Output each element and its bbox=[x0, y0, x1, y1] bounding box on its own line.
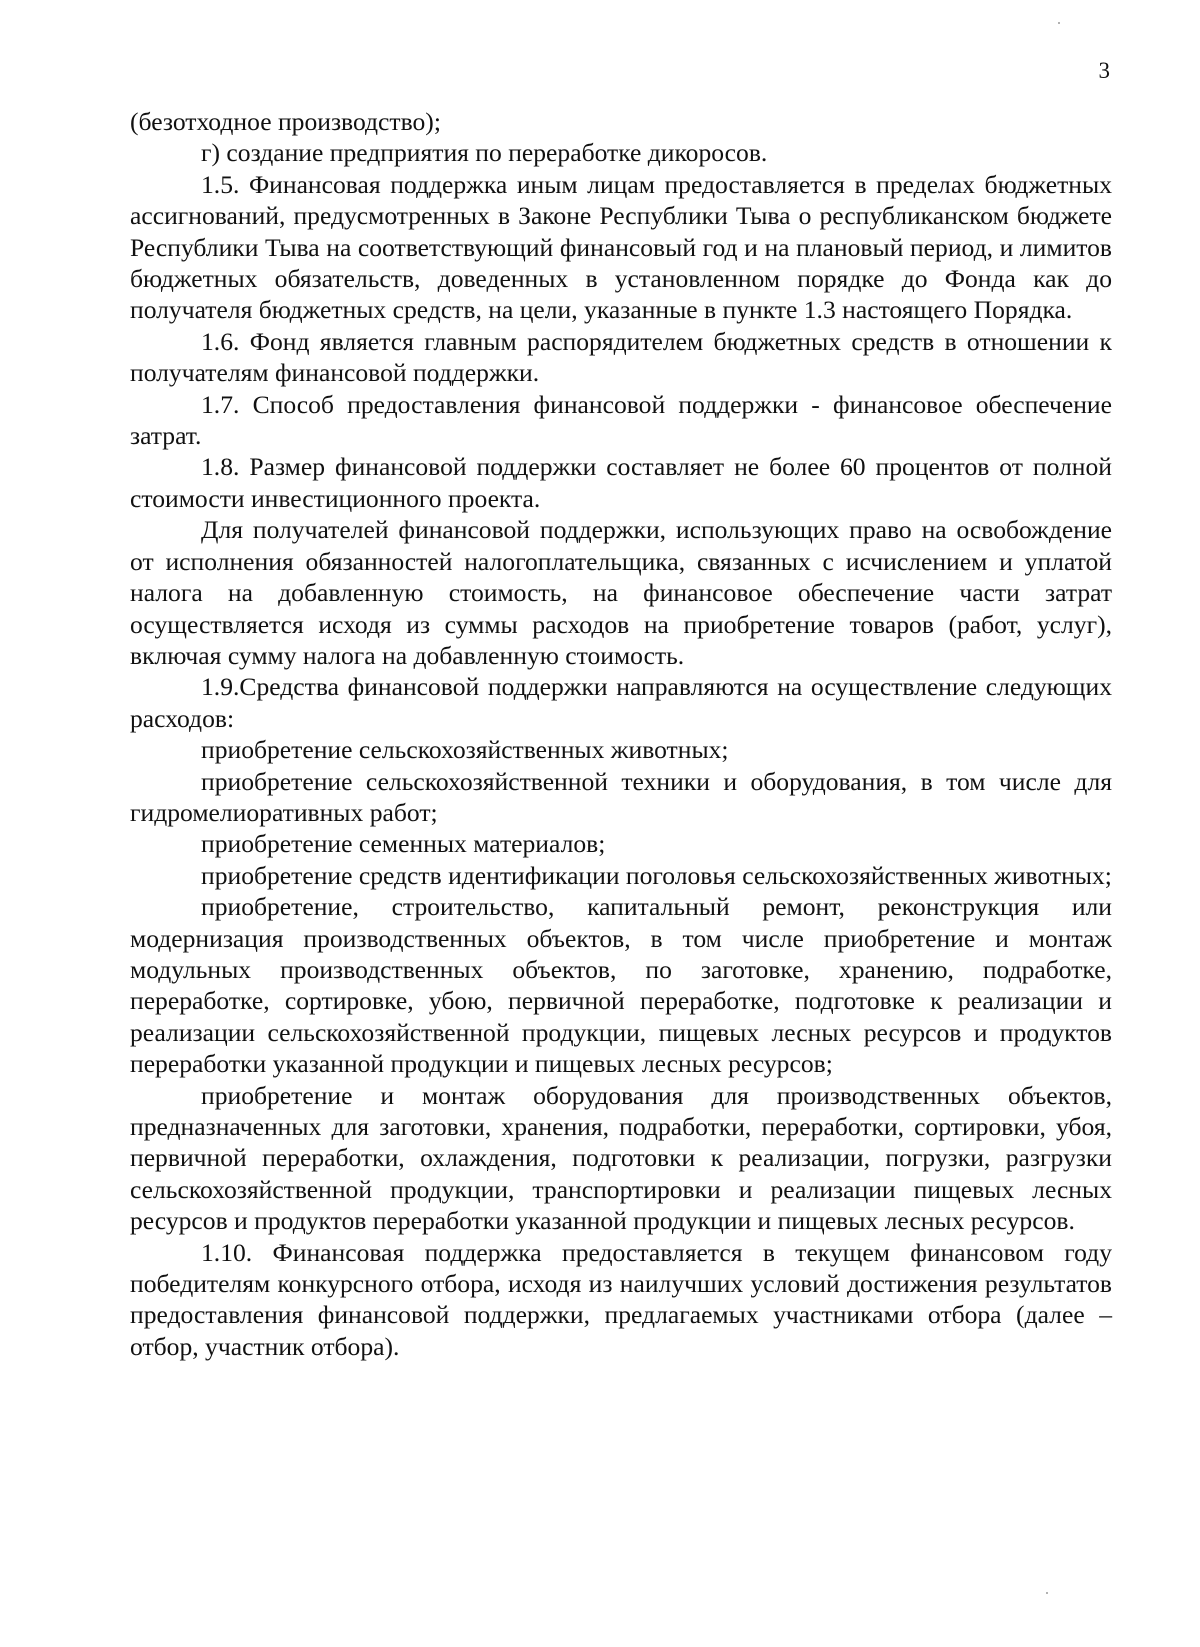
paragraph-1-8: 1.8. Размер финансовой поддержки составляет не более 60 процентов от полной стоимости инвестиционного проекта. bbox=[130, 452, 1112, 513]
document-body bbox=[130, 106, 1112, 1362]
paragraph-continuation: (безотходное производство); bbox=[130, 107, 441, 136]
paragraph-1-7: 1.7. Способ предоставления финансовой поддержки - финансовое обеспечение затрат. bbox=[130, 389, 1112, 451]
scan-speck bbox=[1046, 1592, 1048, 1594]
expense-item-animals: приобретение сельскохозяйственных животных; bbox=[201, 735, 729, 765]
paragraph-1-10: 1.10. Финансовая поддержка предоставляется в текущем финансовом году победителям конкурсного отбора, исходя из наилучших условий достижения результатов предоставления финансовой поддержки, предлагаемых участниками отбора (далее – отбор, участник отбора). bbox=[130, 1237, 1112, 1361]
scan-speck bbox=[1058, 22, 1060, 24]
paragraph-1-9: 1.9.Средства финансовой поддержки направляются на осуществление следующих расходов: bbox=[130, 672, 1112, 733]
page-number: 3 bbox=[1098, 58, 1110, 83]
expense-item-facilities: приобретение, строительство, капитальный ремонт, реконструкция или модернизация производственных объектов, в том числе приобретение и монтаж модульных производственных объектов, по заготовке, хранению, подработке, переработке, сортировке, убою, первичной переработке, подготовке к реализации и реализации сельскохозяйственной продукции, пищевых лесных ресурсов и продуктов переработки указанной продукции и пищевых лесных ресурсов; bbox=[130, 892, 1112, 1079]
paragraph-vat-note: Для получателей финансовой поддержки, использующих право на освобождение от исполнения обязанностей налогоплательщика, связанных с исчислением и уплатой налога на добавленную стоимость, на финансовое обеспечение части затрат осуществляется исходя из суммы расходов на приобретение товаров (работ, услуг), включая сумму налога на добавленную стоимость. bbox=[130, 515, 1112, 670]
expense-item-machinery: приобретение сельскохозяйственной техники и оборудования, в том числе для гидромелиоративных работ; bbox=[130, 766, 1112, 827]
expense-item-identification: приобретение средств идентификации поголовья сельскохозяйственных животных; bbox=[201, 860, 1112, 890]
expense-item-equipment: приобретение и монтаж оборудования для производственных объектов, предназначенных для заготовки, хранения, подработки, переработки, сортировки, убоя, первичной переработки, охлаждения, подготовки к реализации, погрузки, разгрузки сельскохозяйственной продукции, транспортировки и реализации пищевых лесных ресурсов и продуктов переработки указанной продукции и пищевых лесных ресурсов. bbox=[130, 1080, 1112, 1236]
paragraph-1-6: 1.6. Фонд является главным распорядителем бюджетных средств в отношении к получателям финансовой поддержки. bbox=[130, 326, 1112, 388]
paragraph-1-5: 1.5. Финансовая поддержка иным лицам предоставляется в пределах бюджетных ассигнований, предусмотренных в Законе Республики Тыва о республиканском бюджете Республики Тыва на соответствующий финансовый год и на плановый период, и лимитов бюджетных обязательств, доведенных в установленном порядке до Фонда как до получателя бюджетных средств, на цели, указанные в пункте 1.3 настоящего Порядка. bbox=[130, 169, 1112, 325]
expense-item-seeds: приобретение семенных материалов; bbox=[201, 829, 606, 859]
paragraph-item-g: г) создание предприятия по переработке дикоросов. bbox=[201, 138, 768, 168]
